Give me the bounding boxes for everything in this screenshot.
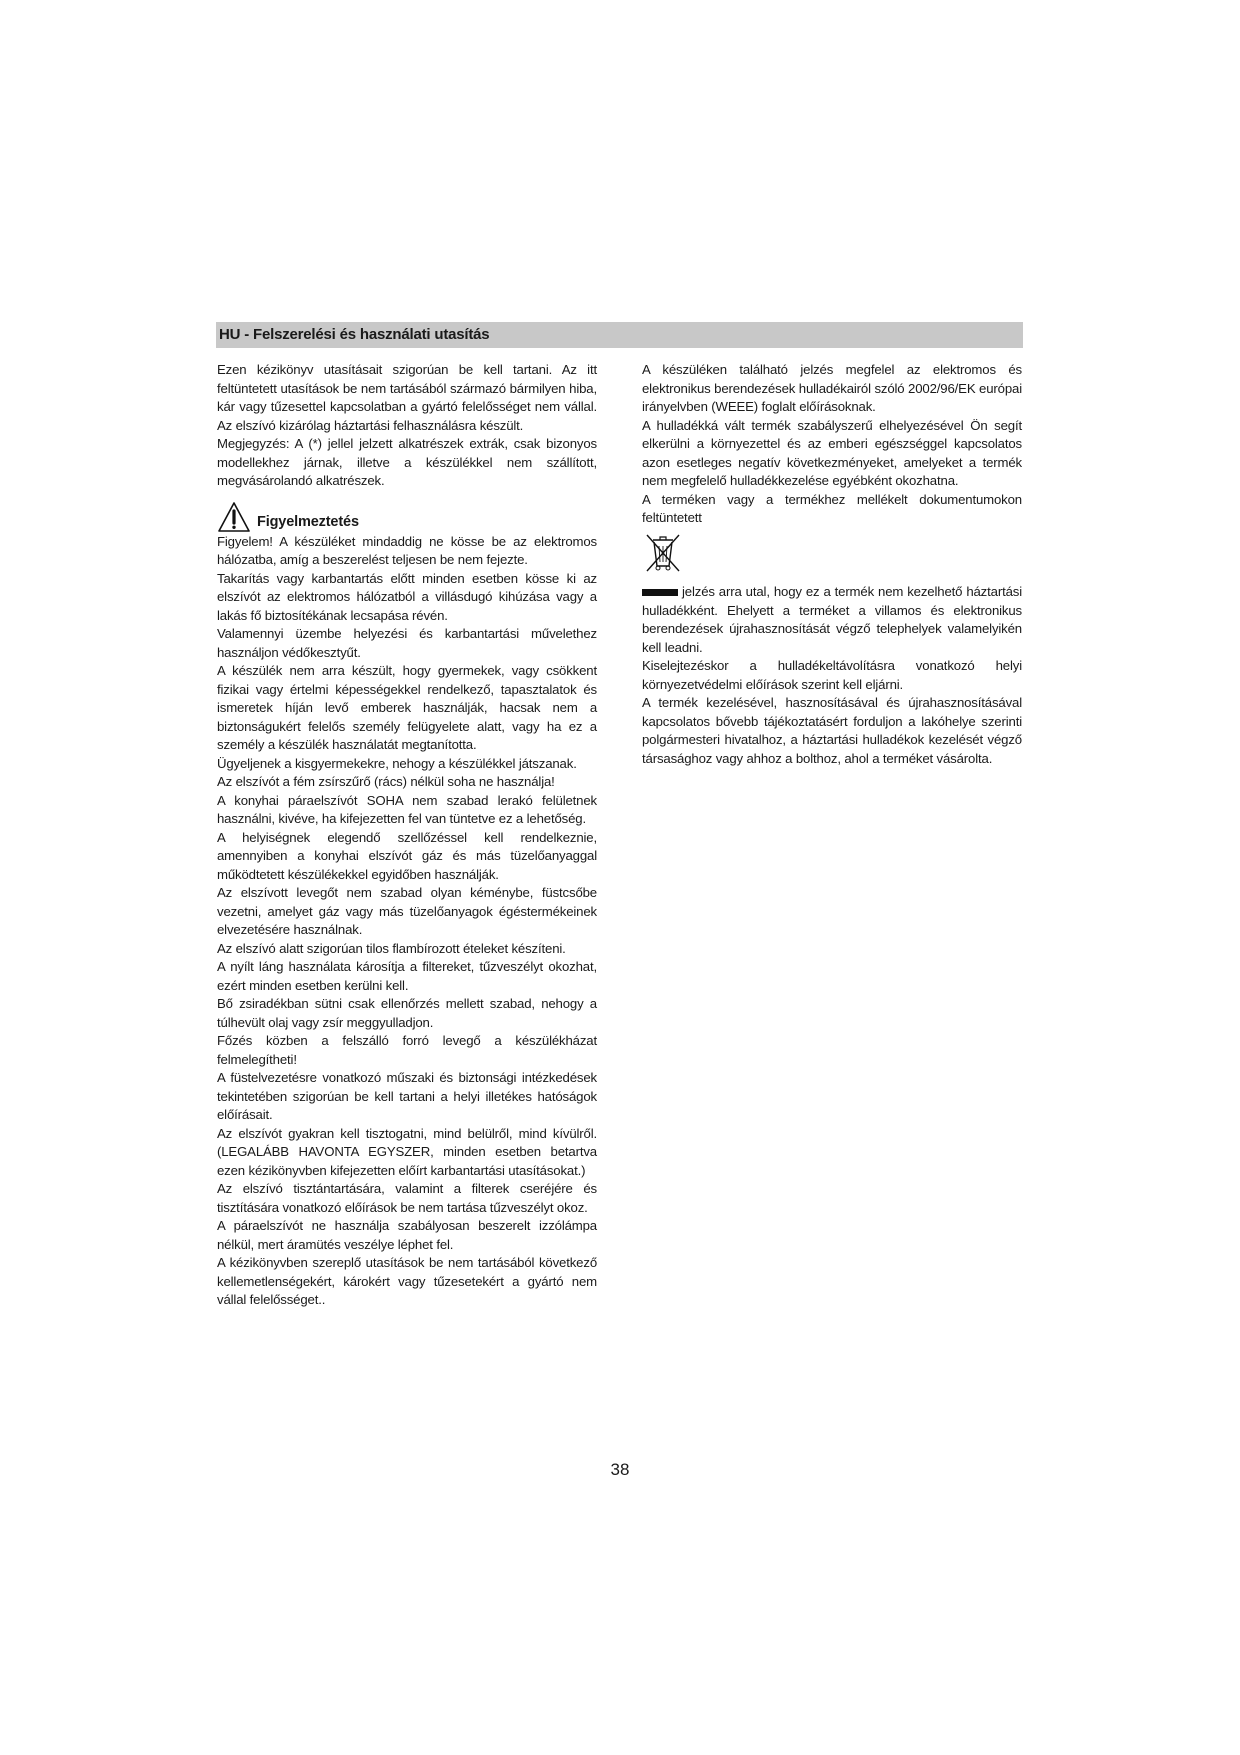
left-column bbox=[217, 361, 597, 1310]
warning-item: Az elszívót gyakran kell tisztogatni, mind belülről, mind kívülről. (LEGALÁBB HAVONTA EGYSZER, minden esetben betartva ezen kézikönyvben kifejezetten előírt karbantartási utasításokat.) bbox=[217, 1125, 597, 1178]
warning-item: A nyílt láng használata károsítja a filtereket, tűzveszélyt okozhat, ezért minden esetben kerülni kell. bbox=[217, 959, 597, 993]
warning-item: Az elszívót a fém zsírszűrő (rács) nélkül soha ne használja! bbox=[217, 774, 555, 789]
crossed-bin-icon bbox=[643, 532, 683, 574]
warning-title: Figyelmeztetés bbox=[257, 514, 359, 530]
warning-item: Főzés közben a felszálló forró levegő a készülékházat felmelegítheti! bbox=[217, 1033, 597, 1067]
warning-item: A füstelvezetésre vonatkozó műszaki és biztonsági intézkedések tekintetében szigorúan be kell tartani a helyi illetékes hatóságok előírásait. bbox=[217, 1070, 597, 1122]
warning-item: Az elszívó alatt szigorúan tilos flambírozott ételeket készíteni. bbox=[217, 940, 566, 956]
weee-paragraph: A készüléken található jelzés megfelel az elektromos és elektronikus berendezések hulladékairól szóló 2002/96/EK európai irányelvben (WEEE) foglalt előírásoknak. bbox=[642, 362, 1022, 414]
warning-icon bbox=[217, 501, 251, 533]
weee-paragraph bbox=[642, 583, 1022, 657]
black-bar-icon bbox=[642, 589, 678, 596]
warning-item: Ügyeljenek a kisgyermekekre, nehogy a készülékkel játszanak. bbox=[217, 755, 577, 771]
weee-paragraph: A termék kezelésével, hasznosításával és újrahasznosításával kapcsolatos bővebb tájékoztatásért forduljon a lakóhelye szerinti polgármesteri hivatalhoz, a háztartási hulladékok kezelését végző társasághoz vagy ahhoz a bolthoz, ahol a terméket vásárolta. bbox=[642, 695, 1022, 766]
warning-item: Az elszívott levegőt nem szabad olyan kéménybe, füstcsőbe vezetni, amelyet gáz vagy más tüzelőanyagok égéstermékeinek elvezetésére használnak. bbox=[217, 885, 597, 937]
right-column bbox=[642, 361, 1022, 768]
intro-paragraph: Ezen kézikönyv utasításait szigorúan be kell tartani. Az itt feltüntetett utasítások be nem tartásából származó bármilyen hiba, kár vagy tűzesettel kapcsolatban a gyártó felelősséget nem vállal. Az elszívó kizárólag háztartási felhasználásra készült. bbox=[217, 362, 597, 433]
warning-item: Figyelem! A készüléket mindaddig ne kösse be az elektromos hálózatba, amíg a beszerelést teljesen be nem fejezte. bbox=[217, 533, 597, 567]
warning-item: Az elszívó tisztántartására, valamint a filterek cseréjére és tisztítására vonatkozó előírások be nem tartása tűzveszélyt okoz. bbox=[217, 1181, 597, 1215]
warning-item: A kézikönyvben szereplő utasítások be nem tartásából következő kellemetlenségekért, károkért vagy tűzesetekért a gyártó nem vállal felelősséget.. bbox=[217, 1255, 597, 1307]
warning-item: A helyiségnek elegendő szellőzéssel kell rendelkeznie, amennyiben a konyhai elszívót gáz és más tüzelőanyaggal működtetett készülékekkel egyidőben használják. bbox=[217, 829, 597, 882]
note-paragraph: Megjegyzés: A (*) jellel jelzett alkatrészek extrák, csak bizonyos modellekhez járnak, illetve a készülékkel nem szállított, megvásárolandó alkatrészek. bbox=[217, 436, 597, 488]
warning-item: A készülék nem arra készült, hogy gyermekek, vagy csökkent fizikai vagy értelmi képességekkel rendelkező, tapasztalatok és ismeretek híján levő emberek használják, hacsak nem a biztonságukért felelős személy felügyelete alatt, vagy ha ez a személy a készülék használatát megtanította. bbox=[217, 663, 597, 752]
weee-paragraph: A hulladékká vált termék szabályszerű elhelyezésével Ön segít elkerülni a környezettel és az emberi egészséggel kapcsolatos azon esetleges negatív következményeket, amelyeket a termék nem megfelelő hulladékkezelése egyébként okozhatna. bbox=[642, 417, 1022, 488]
warning-item: Valamennyi üzembe helyezési és karbantartási művelethez használjon védőkesztyűt. bbox=[217, 626, 597, 660]
weee-symbol-text: jelzés arra utal, hogy ez a termék nem kezelhető háztartási hulladékként. Ehelyett a terméket a villamos és elektronikus berendezések újrahasznosítását végző telephelyek valamelyikén kell leadni. bbox=[642, 584, 1022, 655]
section-header: HU - Felszerelési és használati utasítás bbox=[216, 322, 1023, 348]
page-number: 38 bbox=[610, 1460, 630, 1479]
warning-item: Bő zsiradékban sütni csak ellenőrzés mellett szabad, nehogy a túlhevült olaj vagy zsír meggyulladjon. bbox=[217, 996, 597, 1030]
weee-paragraph: Kiselejtezéskor a hulladékeltávolításra vonatkozó helyi környezetvédelmi előírások szerint kell eljárni. bbox=[642, 658, 1022, 692]
warning-heading bbox=[217, 499, 597, 533]
warning-item: A páraelszívót ne használja szabályosan beszerelt izzólámpa nélkül, mert áramütés veszélye léphet fel. bbox=[217, 1218, 597, 1252]
warning-item: Takarítás vagy karbantartás előtt minden esetben kösse ki az elszívót az elektromos hálózatból a villásdugó kihúzása vagy a lakás fő biztosítékának lecsapása révén. bbox=[217, 570, 597, 623]
weee-paragraph: A terméken vagy a termékhez mellékelt dokumentumokon feltüntetett bbox=[642, 491, 1022, 525]
warning-item: A konyhai páraelszívót SOHA nem szabad lerakó felületnek használni, kivéve, ha kifejezetten fel van tüntetve ez a lehetőség. bbox=[217, 792, 597, 826]
